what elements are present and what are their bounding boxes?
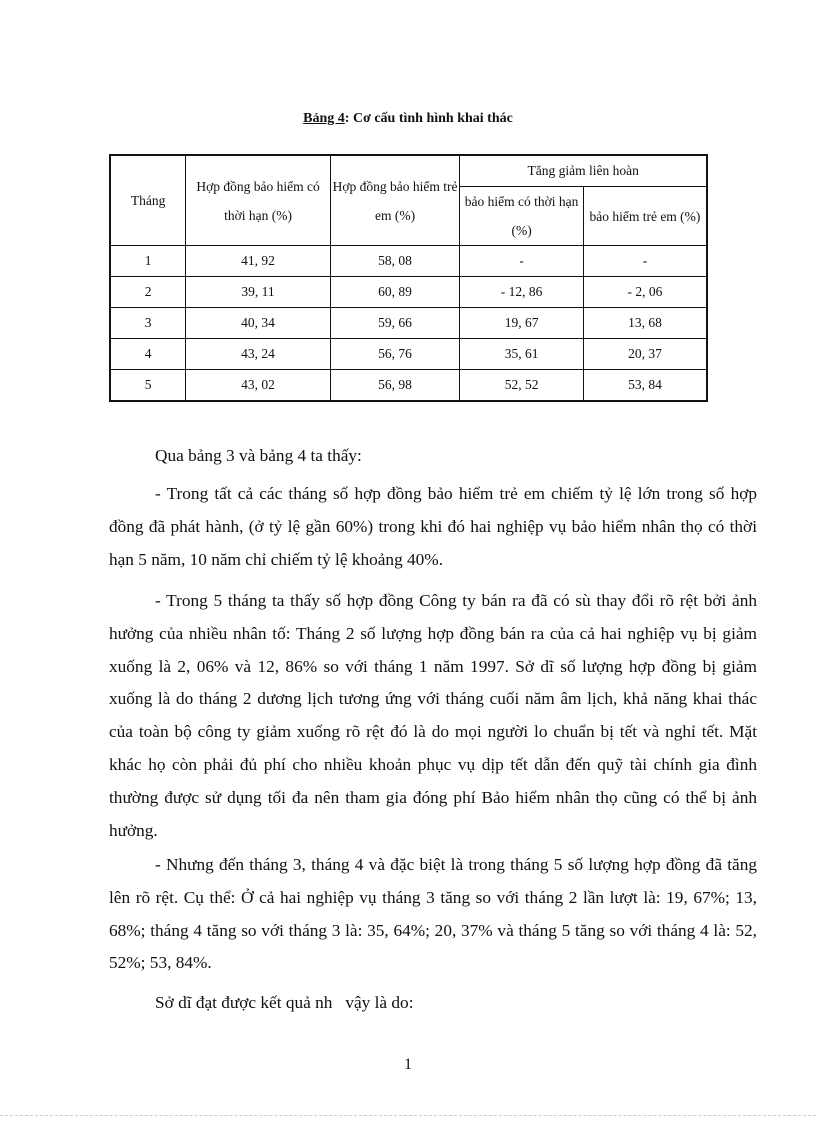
cell-change-child: - xyxy=(583,246,707,277)
paragraph-reason: Sở dĩ đạt được kết quả nh vậy là do: xyxy=(155,993,414,1012)
header-sub-term: bảo hiểm có thời hạn (%) xyxy=(460,187,584,246)
cell-month: 4 xyxy=(110,339,186,370)
table-caption-label: Bảng 4 xyxy=(303,111,345,126)
paragraph-intro: Qua bảng 3 và bảng 4 ta thấy: xyxy=(155,446,362,465)
cell-month: 2 xyxy=(110,277,186,308)
paragraph-month-decline: - Trong 5 tháng ta thấy số hợp đồng Công ty bán ra đã có sù thay đổi rõ rệt bởi ảnh hưởng của nhiều nhân tố: Tháng 2 số lượng hợp đồng bán ra của cả hai nghiệp vụ bị giảm xuống là 2, 06% và 12, 86% so với tháng 1 năm 1997. Sở dĩ số lượng hợp đồng bị giảm xuống là do tháng 2 dương lịch tương ứng với tháng cuối năm âm lịch, khả năng khai thác của toàn bộ công ty giảm xuống rõ rệt đó là do mọi người lo chuẩn bị tết và nghỉ tết. Mặt khác họ còn phải đủ phí cho nhiều khoản phục vụ dịp tết dẫn đến quỹ tài chính gia đình thường được sử dụng tối đa nên tham gia đóng phí Bảo hiểm nhân thọ cũng có thể bị ảnh hưởng. xyxy=(109,591,757,840)
table-row xyxy=(110,339,707,370)
header-term-contract: Hợp đồng bảo hiểm có thời hạn (%) xyxy=(186,155,330,246)
cell-change-child: 13, 68 xyxy=(583,308,707,339)
table-row xyxy=(110,308,707,339)
cell-term: 40, 34 xyxy=(186,308,330,339)
cell-change-term: 52, 52 xyxy=(460,370,584,402)
cell-month: 3 xyxy=(110,308,186,339)
cell-change-child: 53, 84 xyxy=(583,370,707,402)
cell-child: 58, 08 xyxy=(330,246,460,277)
cell-term: 41, 92 xyxy=(186,246,330,277)
table-row xyxy=(110,246,707,277)
cell-month: 5 xyxy=(110,370,186,402)
cell-term: 39, 11 xyxy=(186,277,330,308)
cell-child: 56, 98 xyxy=(330,370,460,402)
header-sub-child: bảo hiểm trẻ em (%) xyxy=(583,187,707,246)
header-month: Tháng xyxy=(110,155,186,246)
cell-change-term: - xyxy=(460,246,584,277)
table-row xyxy=(110,370,707,402)
cell-change-child: - 2, 06 xyxy=(583,277,707,308)
cell-term: 43, 24 xyxy=(186,339,330,370)
cell-term: 43, 02 xyxy=(186,370,330,402)
header-chain-change: Tăng giảm liên hoàn xyxy=(460,155,707,187)
table-caption xyxy=(0,111,816,127)
table-header-row xyxy=(110,155,707,187)
cell-child: 59, 66 xyxy=(330,308,460,339)
cell-child: 56, 76 xyxy=(330,339,460,370)
table-caption-text: : Cơ cấu tình hình khai thác xyxy=(344,111,513,126)
cell-change-term: 19, 67 xyxy=(460,308,584,339)
structure-table xyxy=(109,154,708,402)
table-row xyxy=(110,277,707,308)
page-number: 1 xyxy=(404,1056,412,1073)
cell-change-term: - 12, 86 xyxy=(460,277,584,308)
cell-change-term: 35, 61 xyxy=(460,339,584,370)
header-child-contract: Hợp đồng bảo hiểm trẻ em (%) xyxy=(330,155,460,246)
cell-child: 60, 89 xyxy=(330,277,460,308)
paragraph-child-share: - Trong tất cả các tháng số hợp đồng bảo hiểm trẻ em chiếm tỷ lệ lớn trong số hợp đồng đã phát hành, (ở tỷ lệ gần 60%) trong khi đó hai nghiệp vụ bảo hiểm nhân thọ có thời hạn 5 năm, 10 năm chỉ chiếm tỷ lệ khoảng 40%. xyxy=(109,484,757,569)
paragraph-growth: - Nhưng đến tháng 3, tháng 4 và đặc biệt là trong tháng 5 số lượng hợp đồng đã tăng lên rõ rệt. Cụ thể: Ở cả hai nghiệp vụ tháng 3 tăng so với tháng 2 lần lượt là: 19, 67%; 13, 68%; tháng 4 tăng so với tháng 3 là: 35, 64%; 20, 37% và tháng 5 tăng so với tháng 4 là: 52, 52%; 53, 84%. xyxy=(109,855,757,973)
cell-month: 1 xyxy=(110,246,186,277)
page-bottom-divider xyxy=(0,1115,816,1116)
cell-change-child: 20, 37 xyxy=(583,339,707,370)
